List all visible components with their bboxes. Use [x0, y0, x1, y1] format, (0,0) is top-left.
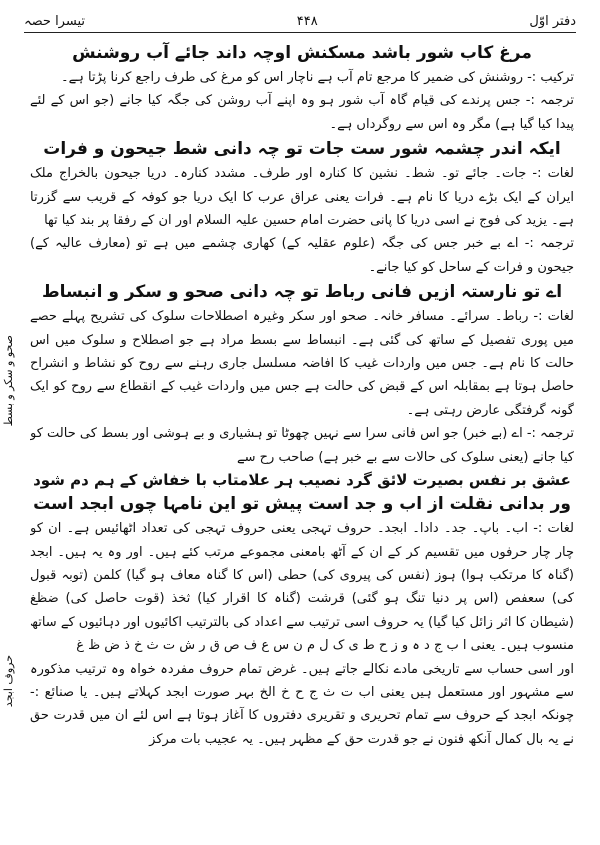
verse-2: ایکہ اندر چشمہ شور ست جات تو چہ دانی شط جیحون و فرات	[43, 139, 561, 160]
verse-4: ور بدانی نقلت از اب و جد است پیش تو این نامہا چوں ابجد است	[33, 494, 571, 515]
page-number: ۴۴۸	[296, 13, 318, 29]
translation-paragraph-1: ترجمہ :- جس پرندے کی قیام گاہ آب شور ہو وہ اپنے آب روشن کی جگہ کیا جانے (جو اس کے لئے پیدا کیا گیا ہے) مگر وہ اس سے روگرداں ہے۔	[30, 93, 574, 132]
header-book-part: دفتر اوّل	[529, 13, 576, 29]
margin-note-2: حروف ابجد	[2, 655, 15, 708]
closing-paragraph: اور اسی حساب سے تاریخی مادے نکالے جاتے ہیں۔ غرض تمام حروف مفردہ خواہ وہ ترتیب مذکورہ سے مشہور اور مستعمل ہیں یعنی اب ت ث ج ح خ الخ بہر صورت ابجد کہلاتے ہیں۔ یا صنائع :- چونکہ ابجد کے حروف سے تمام تحریری و تقریری دفتروں کا آغاز ہوتا ہے اس لئے ان میں قدرت حق نے یہ بال کمال آنکھ فنون نے جو قدرت حق کے مظہر ہیں۔ یہ عجیب بات مرکز	[30, 661, 574, 747]
translation-paragraph-2: ترجمہ :- اے بے خبر جس کی جگہ (علوم عقلیہ کے) کھاری چشمے میں ہے تو (معارف عالیہ کے) جیحون و فرات کے ساحل کو کیا جانے۔	[30, 236, 574, 275]
header-section: تیسرا حصہ	[24, 13, 85, 29]
page-body	[30, 40, 574, 839]
lughat-paragraph-2: لغات :- رباط۔ سرائے۔ مسافر خانہ۔ صحو اور سکر وغیرہ اصطلاحات سلوک کی تشریح پہلے حصے میں پوری تفصیل کے ساتھ کی گئی ہے۔ انبساط سے بسط مراد ہے جو اصطلاح و سلوک میں اس حالت کا نام ہے۔ جس میں واردات غیب کا افاضہ مسلسل جاری رہنے سے روح کو نشاط و انشراح حاصل ہوتا ہے بمقابلہ اس کے قبض کی حالت ہے جس میں واردات غیب کے انقطاع سے روح کو ایک گونہ گرفتگی عارض رہتی ہے۔	[30, 309, 574, 418]
lughat-paragraph-3: لغات :- اب۔ باپ۔ جد۔ دادا۔ ابجد۔ حروف تہجی یعنی حروف تہجی کی تعداد اٹھائیس ہے۔ ان کو چار چار حرفوں میں تقسیم کر کے ان کے آٹھ بامعنی مجموعے مرتب کئے ہیں۔ اور وہ یہ ہیں۔ ابجد (گناہ کا مرتکب ہوا) ہوز (نفس کی پیروی کی) حطی (اس کا گناہ معاف ہو گیا) کلمن (توبہ قبول کی) سعفص (اس پر دنیا تنگ ہو گئی) قرشت (گناہ کا اقرار کیا) ثخذ (قوت حاصل کی) ضظغ (شیطان کا اثر زائل کیا گیا) یہ حروف اسی ترتیب سے اعداد کی بالترتیب اکائیوں اور دہائیوں کے ساتھ منسوب ہیں۔ یعنی ا ب ج د ہ و ز ح ط ی ک ل م ن س ع ف ص ق ر ش ت ث خ ذ ض ظ غ	[30, 521, 574, 654]
header-rule	[24, 32, 576, 33]
tarkeeb-paragraph: ترکیب :- روشنش کی ضمیر کا مرجع تام آب ہے ناچار اس کو مرغ کی طرف راجع کرنا پڑتا ہے۔	[61, 70, 574, 85]
verse-1: مرغ کاب شور باشد مسکنش اوچہ داند جائے آب روشنش	[72, 43, 532, 63]
verse-3: اے تو نارستہ ازیں فانی رباط تو چہ دانی صحو و سکر و انبساط	[41, 282, 563, 303]
margin-note-1: صحو و سکر و بسط	[2, 335, 15, 427]
lughat-paragraph-1: لغات :- جات۔ جائے تو۔ شط۔ نشین کا کنارہ اور طرف۔ مشدد کنارہ۔ دریا جیحون بالخراج ملک ایران کے ایک بڑے دریا کا نام ہے۔ فرات یعنی عراق عرب کا ایک دریا جو کوفہ کے قریب سے گزرتا ہے۔ یزید کی فوج نے اسی دریا کا پانی حضرت امام حسین علیہ السلام اور ان کے رفقا پر بند کیا تھا	[30, 166, 574, 229]
quoted-couplet: عشق بر نفس بصیرت لائق گرد نصیب ہر علامتاب با خفاش کے ہم دم شود	[33, 471, 571, 490]
translation-paragraph-3: ترجمہ :- اے (بے خبر) جو اس فانی سرا سے نہیں چھوٹا تو ہشیاری و بے ہوشی اور بسط کی حالت کو کیا جانے (یعنی سلوک کی حالات سے بے خبر ہے) صاحب رح سے	[30, 426, 574, 465]
page-header	[24, 10, 576, 32]
